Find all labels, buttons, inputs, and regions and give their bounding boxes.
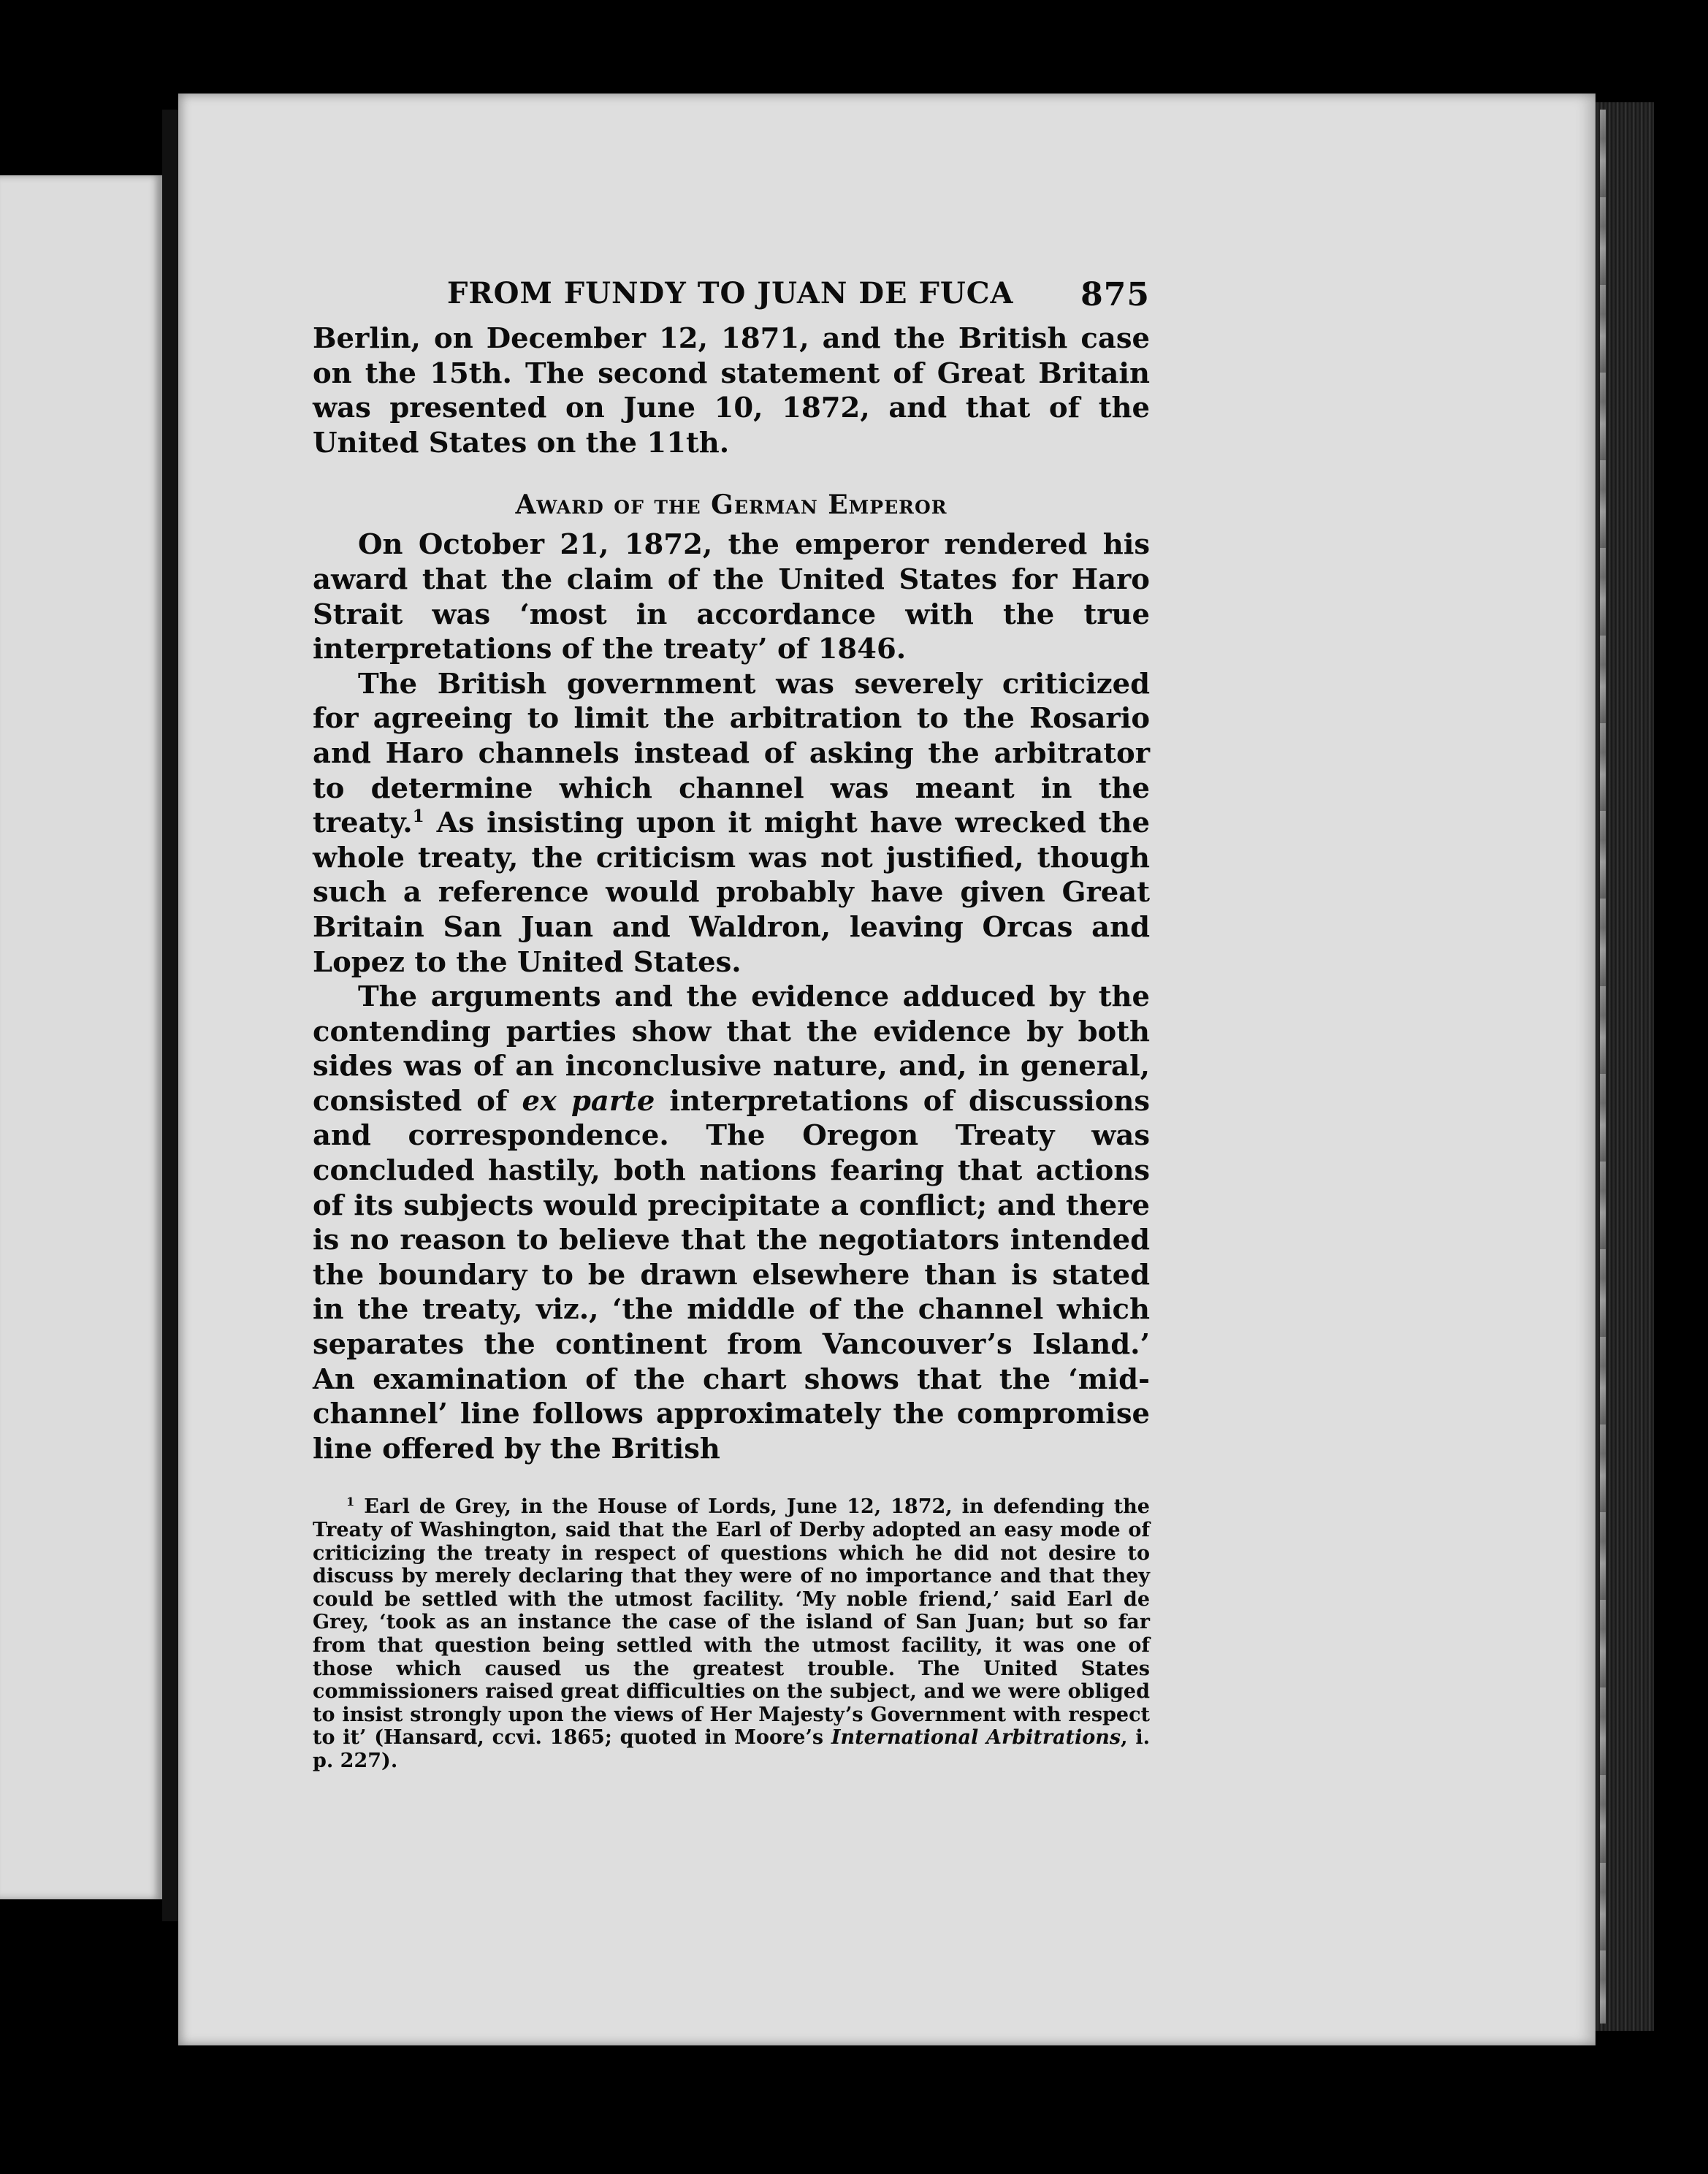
paragraph-continued: Berlin, on December 12, 1871, and the British case on the 15th. The second statement of Great Britain was presented on June 10, 1872, and that of the United States on the 11th. — [313, 322, 1150, 459]
footnote-reference: 1 — [412, 806, 424, 827]
footnotes — [313, 1495, 1150, 1772]
section-heading: Award of the German Emperor — [515, 489, 948, 521]
book-gutter — [162, 110, 178, 1921]
paragraph-criticism-rest: As insisting upon it might have wrecked the whole treaty, the criticism was not justified, though such a reference would probably have given Great Britain San Juan and Waldron, leaving Orcas and Lopez to the United States. — [313, 806, 1150, 979]
running-head-title: FROM FUNDY TO JUAN DE FUCA — [447, 276, 1014, 310]
footnote-text: Earl de Grey, in the House of Lords, June 12, 1872, in defending the Treaty of Washington, said that the Earl of Derby adopted an easy mode of criticizing the treaty in respect of questions which he did not desire to discuss by merely declaring that they were of no importance and that they could be settled with the utmost facility. ‘My noble friend,’ said Earl de Grey, ‘took as an instance the case of the island of San Juan; but so far from that question being settled with the utmost facility, it was one of those which caused us the greatest trouble. The United States commissioners raised great difficulties on the subject, and we were obliged to insist strongly upon the views of Her Majesty’s Government with respect to it’ (Hansard, ccvi. 1865; quoted in Moore’s — [313, 1495, 1150, 1750]
paragraph-criticism-text: The British government was severely criticized for agreeing to limit the arbitration to the Rosario and Haro channels instead of asking the arbitrator to determine which channel was meant in the treaty. — [313, 667, 1150, 840]
paragraph-award: On October 21, 1872, the emperor rendered his award that the claim of the United States for Haro Strait was ‘most in accordance with the true interpretations of the treaty’ of 1846. — [313, 528, 1150, 666]
paragraph-arguments-italic: ex parte — [522, 1084, 655, 1118]
page-number: 875 — [1080, 276, 1150, 313]
footnote-italic-title: International Arbitrations — [831, 1726, 1121, 1750]
footnote-end: , i. p. 227). — [313, 1726, 1150, 1772]
paragraph-criticism — [313, 667, 1150, 980]
paragraph-arguments-start: The arguments and the evidence adduced by the contending parties show that the evidence by both sides was of an inconclusive nature, and, in general, consisted of — [313, 980, 1150, 1118]
footnote-marker: 1 — [346, 1495, 355, 1509]
paragraph-arguments-rest: interpretations of discussions and correspondence. The Oregon Treaty was concluded hastily, both nations fearing that actions of its subjects would precipitate a conflict; and there is no reason to believe that the negotiators intended the boundary to be drawn elsewhere than is stated in the treaty, viz., ‘the middle of the channel which separates the continent from Vancouver’s Island.’ An examination of the chart shows that the ‘mid-channel’ line follows approximately the compromise line offered by the British — [313, 1084, 1151, 1465]
footnote-1 — [313, 1495, 1150, 1772]
facing-page-edge — [0, 175, 167, 1899]
running-head — [313, 276, 1150, 320]
page-text-block — [313, 276, 1150, 1773]
paragraph-arguments — [313, 980, 1150, 1466]
page-stack-highlight — [1600, 110, 1606, 2024]
